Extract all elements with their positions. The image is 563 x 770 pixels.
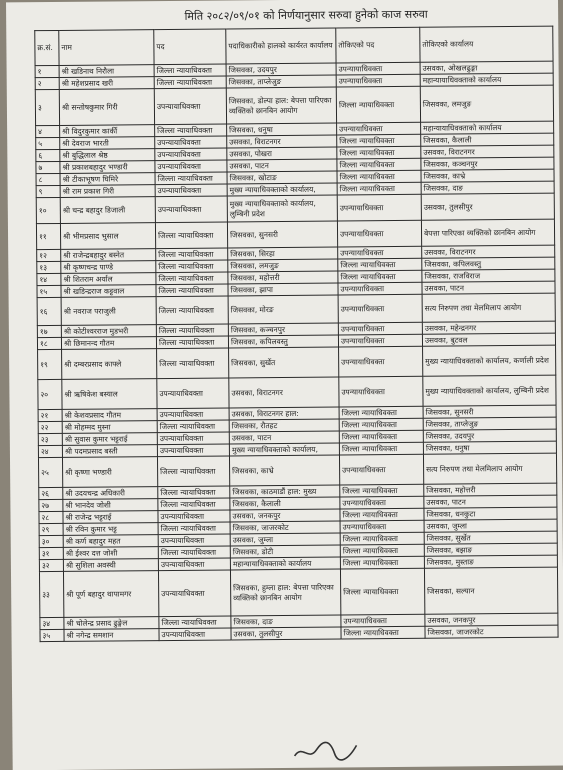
cell-serial: २८	[39, 511, 63, 523]
cell-post: जिल्ला न्यायाधिवक्ता	[156, 336, 228, 349]
cell-current-office: उसवका, जुम्ला	[230, 533, 340, 546]
cell-serial: ८	[36, 173, 60, 185]
cell-current-office: जिसवका, सिरहा	[228, 247, 338, 260]
cell-serial: ३४	[40, 617, 64, 629]
table-row	[35, 85, 553, 126]
cell-current-office: जिसवका, कपिलवस्तु	[228, 335, 338, 348]
cell-serial: ४	[36, 125, 60, 137]
cell-serial: २६	[39, 487, 63, 499]
cell-current-office: जिसवका, उदयपुर	[226, 63, 336, 76]
page-title: मिति २०८२/०९/०१ को निर्णयानुसार सरुवा हुनेको काज सरुवा	[184, 7, 428, 23]
cell-assigned-post: उपन्यायाधिवक्ता	[340, 496, 424, 509]
cell-name: श्री छिमानन्द गौतम	[61, 337, 156, 350]
header-assigned-post: तोकिएको पद	[336, 27, 420, 63]
cell-name: श्री कोटीश्वरराज मुडभरी	[61, 325, 156, 338]
cell-serial: १६	[37, 297, 61, 325]
transfer-table	[34, 26, 558, 643]
cell-current-office: उसवका, पोखरा	[227, 147, 337, 160]
cell-current-office: जिसवका, खोटाङ	[227, 171, 337, 184]
cell-name: श्री पूर्ण बहादुर थापामगर	[63, 571, 158, 618]
cell-assigned-post: जिल्ला न्यायाधिवक्ता	[337, 170, 421, 183]
cell-assigned-post: जिल्ला न्यायाधिवक्ता	[336, 86, 420, 123]
cell-name: श्री सुशिला अवस्थी	[63, 559, 158, 572]
cell-assigned-office: उसवका, महेन्द्रनगर	[422, 321, 555, 334]
cell-name: श्री ईश्वर दत्त जोशी	[63, 547, 158, 560]
cell-assigned-post: उपन्यायाधिवक्ता	[338, 322, 422, 335]
cell-serial: २३	[38, 433, 62, 445]
cell-name: श्री विदुरकुमार कार्की	[60, 125, 155, 138]
cell-assigned-office: जिसवका, उदयपुर	[423, 429, 556, 442]
cell-serial: २०	[38, 379, 62, 409]
cell-assigned-office: उसवका, विराटनगर	[422, 245, 555, 258]
cell-assigned-office: सत्य निरुपण तथा मेलमिलाप आयोग	[422, 293, 555, 322]
cell-assigned-office: महान्यायाधिवक्ताको कार्यालय	[421, 121, 554, 134]
cell-assigned-post: जिल्ला न्यायाधिवक्ता	[340, 544, 424, 557]
cell-assigned-post: उपन्यायाधिवक्ता	[336, 62, 420, 75]
cell-assigned-post: जिल्ला न्यायाधिवक्ता	[339, 418, 423, 431]
cell-name: श्री भानदेव जोशी	[63, 499, 158, 512]
cell-name: श्री उदयचन्द्र अधिकारी	[63, 487, 158, 500]
cell-current-office: जिसवका, दाङ	[231, 615, 341, 628]
cell-name: श्री भीमप्रसाद भुसाल	[60, 223, 155, 250]
cell-current-office: जिसवका, काभ्रे	[229, 455, 339, 486]
cell-post: उपन्यायाधिवक्ता	[155, 196, 227, 223]
cell-post: जिल्ला न्यायाधिवक्ता	[156, 296, 228, 325]
header-current-office: पदाधिकारीको हालको कार्यरत कार्यालय	[226, 28, 336, 64]
cell-serial: २१	[38, 409, 62, 421]
cell-assigned-post: जिल्ला न्यायाधिवक्ता	[338, 258, 422, 271]
cell-post: जिल्ला न्यायाधिवक्ता	[154, 64, 226, 77]
cell-serial: २७	[39, 499, 63, 511]
cell-serial: ५	[36, 137, 60, 149]
cell-name: श्री कर्ण बहादुर महत	[63, 535, 158, 548]
table-row	[38, 345, 556, 380]
cell-assigned-office: जिसवका, काभ्रे	[421, 169, 554, 182]
cell-serial: ६	[36, 149, 60, 161]
cell-name: श्री नवराज पराजुली	[61, 297, 156, 326]
cell-current-office: जिसवका, झापा	[228, 283, 338, 296]
cell-serial: २	[35, 77, 59, 89]
cell-post: उपन्यायाधिवक्ता	[158, 570, 230, 617]
table-row	[38, 453, 556, 488]
cell-assigned-office: जिसवका, सुनसरी	[423, 405, 556, 418]
cell-serial: १	[35, 65, 59, 77]
cell-assigned-post: जिल्ला न्यायाधिवक्ता	[340, 484, 424, 497]
cell-assigned-office: उसवका, बुटवल	[422, 333, 555, 346]
header-assigned-office: तोकिएको कार्यालय	[420, 26, 553, 62]
table-row	[37, 293, 555, 326]
cell-name: श्री ऋषिकेश बस्याल	[62, 379, 157, 410]
cell-current-office: उसवका, पाटन	[227, 159, 337, 172]
cell-serial: ३३	[39, 571, 63, 617]
cell-post: उपन्यायाधिवक्ता	[157, 444, 229, 457]
cell-assigned-office: जिसवका, कञ्चनपुर	[421, 157, 554, 170]
cell-post: जिल्ला न्यायाधिवक्ता	[156, 324, 228, 337]
signature	[290, 737, 360, 764]
cell-name: श्री खडिनाथ निरौला	[59, 65, 154, 78]
cell-name: श्री चोलेन्द्र प्रसाद ढुङ्गेल	[64, 617, 159, 630]
cell-current-office: जिसवका, महोत्तरी	[228, 271, 338, 284]
cell-serial: १५	[37, 285, 61, 297]
cell-assigned-post: जिल्ला न्यायाधिवक्ता	[337, 158, 421, 171]
cell-current-office: मुख्य न्यायाधिवक्ताको कार्यालय,	[227, 183, 337, 196]
cell-current-office: जिसवका, सुनसरी	[227, 221, 337, 248]
cell-current-office: जिसवका, ताप्लेजुङ	[226, 75, 336, 88]
cell-name: श्री बुद्धिलाल श्रेष्ठ	[60, 149, 155, 162]
cell-serial: २९	[39, 523, 63, 535]
table-row	[39, 567, 557, 618]
cell-serial: ३२	[39, 559, 63, 571]
cell-assigned-office: जिसवका, ताप्लेजुङ	[423, 417, 556, 430]
cell-current-office: जिसवका, काठमाडौं हाल: मुख्य	[230, 485, 340, 498]
cell-assigned-post: जिल्ला न्यायाधिवक्ता	[339, 406, 423, 419]
cell-serial: १२	[37, 249, 61, 261]
header-name: नाम	[59, 30, 154, 66]
cell-post: जिल्ला न्यायाधिवक्ता	[158, 486, 230, 499]
cell-assigned-office: उसवका, जनकपुर	[425, 613, 558, 626]
cell-name: श्री मोहम्मद मुस्ना	[62, 421, 157, 434]
cell-name: श्री पदमप्रसाद बस्ती	[62, 445, 157, 458]
cell-name: श्री देवराज भारती	[60, 137, 155, 150]
cell-assigned-office: जिसवका, कैलाली	[421, 133, 554, 146]
table-row	[38, 375, 556, 410]
cell-name: श्री सुवास कुमार भट्टराई	[62, 433, 157, 446]
cell-assigned-post: उपन्यायाधिवक्ता	[337, 220, 421, 247]
cell-current-office: उसवका, जनकपुर	[230, 509, 340, 522]
cell-current-office: जिसवका, धनुषा	[227, 123, 337, 136]
cell-assigned-office: सत्य निरुपण तथा मेलमिलाप आयोग	[423, 453, 556, 484]
cell-current-office: जिसवका, सुर्खेत	[229, 347, 339, 378]
cell-current-office: जिसवका, डोटी	[230, 545, 340, 558]
cell-current-office: जिसवका, कैलाली	[230, 497, 340, 510]
cell-post: उपन्यायाधिवक्ता	[154, 88, 226, 125]
cell-assigned-post: जिल्ला न्यायाधिवक्ता	[338, 270, 422, 283]
cell-assigned-post: जिल्ला न्यायाधिवक्ता	[340, 556, 424, 569]
cell-assigned-office: जिसवका, धनुषा	[423, 441, 556, 454]
cell-name: श्री चन्द्र बहादुर डिजाली	[60, 197, 155, 224]
cell-assigned-office: उसवका, ओखलढुङ्गा	[420, 61, 553, 74]
cell-assigned-post: जिल्ला न्यायाधिवक्ता	[340, 532, 424, 545]
cell-post: जिल्ला न्यायाधिवक्ता	[157, 456, 229, 487]
cell-current-office: जिसवका, डोल्पा हाल: बेपत्ता पारिएका व्यक्तिको छानबिन आयोग	[226, 87, 336, 124]
cell-assigned-post: उपन्यायाधिवक्ता	[338, 282, 422, 295]
cell-post: जिल्ला न्यायाधिवक्ता	[158, 522, 230, 535]
cell-assigned-post: जिल्ला न्यायाधिवक्ता	[340, 568, 424, 615]
cell-current-office: जिसवका, लमजुङ	[228, 259, 338, 272]
cell-assigned-office: जिसवका, दाङ	[421, 181, 554, 194]
cell-serial: २४	[38, 445, 62, 457]
cell-assigned-office: जिसवका, कपिलवस्तु	[422, 257, 555, 270]
cell-assigned-post: जिल्ला न्यायाधिवक्ता	[340, 508, 424, 521]
cell-post: जिल्ला न्यायाधिवक्ता	[155, 222, 227, 249]
cell-post: जिल्ला न्यायाधिवक्ता	[159, 616, 231, 629]
document-page	[6, 0, 563, 770]
cell-serial: ३१	[39, 547, 63, 559]
cell-serial: ३०	[39, 535, 63, 547]
cell-assigned-office: उसवका, तुलसीपुर	[421, 193, 554, 220]
cell-assigned-post: उपन्यायाधिवक्ता	[337, 122, 421, 135]
cell-name: श्री राम प्रकाश गिरी	[60, 185, 155, 198]
cell-current-office: उसवका, विराटनगर	[229, 377, 339, 408]
cell-current-office: जिसवका, जाजरकोट	[230, 521, 340, 534]
cell-post: जिल्ला न्यायाधिवक्ता	[156, 248, 228, 261]
cell-assigned-office: जिसवका, सुर्खेत	[424, 531, 557, 544]
cell-assigned-office: उसवका, पाटन	[424, 495, 557, 508]
cell-current-office: उसवका, विराटनगर	[227, 135, 337, 148]
cell-assigned-office: जिसवका, महोत्तरी	[424, 483, 557, 496]
cell-name: श्री नगेन्द्र समशान	[64, 629, 159, 642]
cell-assigned-office: मुख्य न्यायाधिवक्ताको कार्यालय, लुम्बिनी प्रदेश	[423, 375, 556, 406]
cell-assigned-post: उपन्यायाधिवक्ता	[341, 614, 425, 627]
cell-assigned-post: जिल्ला न्यायाधिवक्ता	[337, 134, 421, 147]
cell-assigned-post: उपन्यायाधिवक्ता	[338, 246, 422, 259]
cell-assigned-office: जिसवका, राजविराज	[422, 269, 555, 282]
cell-post: जिल्ला न्यायाधिवक्ता	[158, 498, 230, 511]
cell-assigned-post: जिल्ला न्यायाधिवक्ता	[337, 182, 421, 195]
cell-serial: १३	[37, 261, 61, 273]
cell-assigned-office: जिसवका, जाजरकोट	[425, 625, 558, 638]
cell-name: श्री राजेन्द्रबहादुर बस्नेत	[61, 249, 156, 262]
cell-post: उपन्यायाधिवक्ता	[155, 160, 227, 173]
cell-assigned-office: महान्यायाधिवक्ताको कार्यालय	[420, 73, 553, 86]
cell-current-office: जिसवका, रौतहट	[229, 419, 339, 432]
cell-assigned-post: उपन्यायाधिवक्ता	[338, 294, 422, 323]
cell-serial: ९	[36, 185, 60, 197]
cell-assigned-post: उपन्यायाधिवक्ता	[338, 334, 422, 347]
cell-assigned-office: जिसवका, लमजुङ	[420, 85, 553, 122]
cell-post: जिल्ला न्यायाधिवक्ता	[156, 284, 228, 297]
cell-current-office: उसवका, पाटन	[229, 431, 339, 444]
cell-current-office: मुख्य न्यायाधिवक्ताको कार्यालय,	[229, 443, 339, 456]
cell-serial: ३५	[40, 629, 64, 641]
cell-post: जिल्ला न्यायाधिवक्ता	[154, 76, 226, 89]
cell-serial: ३	[35, 89, 59, 125]
cell-post: उपन्यायाधिवक्ता	[158, 510, 230, 523]
cell-name: श्री सन्तोषकुमार गिरी	[59, 89, 154, 126]
cell-assigned-office: उसवका, पाटन	[422, 281, 555, 294]
cell-assigned-post: जिल्ला न्यायाधिवक्ता	[341, 626, 425, 639]
cell-post: जिल्ला न्यायाधिवक्ता	[157, 348, 229, 379]
cell-name: श्री रविन कुमार भट्ट	[63, 523, 158, 536]
cell-assigned-office: उसवका, जुम्ला	[424, 519, 557, 532]
cell-name: श्री कृष्णा भण्डारी	[62, 457, 157, 488]
cell-assigned-post: उपन्यायाधिवक्ता	[337, 194, 421, 221]
cell-post: उपन्यायाधिवक्ता	[157, 408, 229, 421]
cell-post: जिल्ला न्यायाधिवक्ता	[155, 172, 227, 185]
cell-serial: १९	[38, 349, 62, 379]
cell-name: श्री महेशप्रसाद खरी	[59, 77, 154, 90]
cell-assigned-office: उसवका, विराटनगर	[421, 145, 554, 158]
cell-post: जिल्ला न्यायाधिवक्ता	[156, 272, 228, 285]
cell-post: जिल्ला न्यायाधिवक्ता	[157, 420, 229, 433]
header-serial: क्र.सं.	[35, 30, 59, 65]
cell-serial: १८	[37, 337, 61, 349]
cell-assigned-office: जिसवका, धनकुटा	[424, 507, 557, 520]
cell-name: श्री कृष्णचन्द्र पाण्डे	[61, 261, 156, 274]
cell-assigned-post: उपन्यायाधिवक्ता	[339, 376, 423, 407]
cell-serial: १०	[36, 197, 60, 223]
cell-name: श्री प्रकाशबहादुर भण्डारी	[60, 161, 155, 174]
cell-name: श्री टीकाभूषण घिमिरे	[60, 173, 155, 186]
cell-post: जिल्ला न्यायाधिवक्ता	[156, 260, 228, 273]
cell-assigned-office: जिसवका, बझाङ	[424, 543, 557, 556]
cell-current-office: उसवका, तुलसीपुर	[231, 627, 341, 640]
cell-name: श्री केशवप्रसाद गौतम	[62, 409, 157, 422]
cell-assigned-post: उपन्यायाधिवक्ता	[339, 454, 423, 485]
cell-current-office: उसवका, विराटनगर हाल:	[229, 407, 339, 420]
cell-post: जिल्ला न्यायाधिवक्ता	[155, 124, 227, 137]
cell-serial: १७	[37, 325, 61, 337]
cell-serial: ११	[36, 223, 60, 249]
cell-assigned-post: जिल्ला न्यायाधिवक्ता	[339, 442, 423, 455]
cell-name: श्री राजेन्द्र भट्टराई	[63, 511, 158, 524]
cell-post: उपन्यायाधिवक्ता	[159, 628, 231, 641]
cell-post: उपन्यायाधिवक्ता	[158, 534, 230, 547]
cell-serial: २२	[38, 421, 62, 433]
header-post: पद	[154, 29, 226, 65]
cell-post: जिल्ला न्यायाधिवक्ता	[158, 546, 230, 559]
cell-current-office: मुख्य न्यायाधिवक्ताको कार्यालय, लुम्बिनी प्रदेश	[227, 195, 337, 222]
cell-post: उपन्यायाधिवक्ता	[155, 148, 227, 161]
cell-name: श्री दम्बरप्रसाद काफ्ले	[62, 349, 157, 380]
cell-assigned-office: जिसवका, मुस्ताङ	[424, 555, 557, 568]
cell-assigned-office: मुख्य न्यायाधिवक्ताको कार्यालय, कर्णाली प्रदेश	[423, 345, 556, 376]
cell-name: श्री शितराम अर्याल	[61, 273, 156, 286]
cell-post: उपन्यायाधिवक्ता	[155, 136, 227, 149]
cell-post: उपन्यायाधिवक्ता	[157, 432, 229, 445]
cell-serial: २५	[38, 457, 62, 487]
cell-post: उपन्यायाधिवक्ता	[158, 558, 230, 571]
cell-assigned-post: उपन्यायाधिवक्ता	[336, 74, 420, 87]
cell-assigned-office: बेपत्ता पारिएका व्यक्तिको छानबिन आयोग	[421, 219, 554, 246]
cell-post: उपन्यायाधिवक्ता	[155, 184, 227, 197]
cell-assigned-post: उपन्यायाधिवक्ता	[340, 520, 424, 533]
cell-current-office: जिसवका, मोरङ	[228, 295, 338, 324]
cell-assigned-post: जिल्ला न्यायाधिवक्ता	[339, 430, 423, 443]
table-header-row	[35, 26, 553, 66]
cell-current-office: महान्यायाधिवक्ताको कार्यालय	[230, 557, 340, 570]
cell-assigned-office: जिसवका, सल्यान	[424, 567, 557, 614]
cell-serial: १४	[37, 273, 61, 285]
cell-post: उपन्यायाधिवक्ता	[157, 378, 229, 409]
cell-current-office: जिसवका, हुम्ला हाल: बेपत्ता पारिएका व्यक्तिको छानबिन आयोग	[230, 569, 340, 616]
cell-name: श्री खडिन्द्रराज कट्टवाल	[61, 285, 156, 298]
cell-serial: ७	[36, 161, 60, 173]
cell-assigned-post: जिल्ला न्यायाधिवक्ता	[337, 146, 421, 159]
cell-current-office: जिसवका, कञ्चनपुर	[228, 323, 338, 336]
cell-assigned-post: उपन्यायाधिवक्ता	[339, 346, 423, 377]
